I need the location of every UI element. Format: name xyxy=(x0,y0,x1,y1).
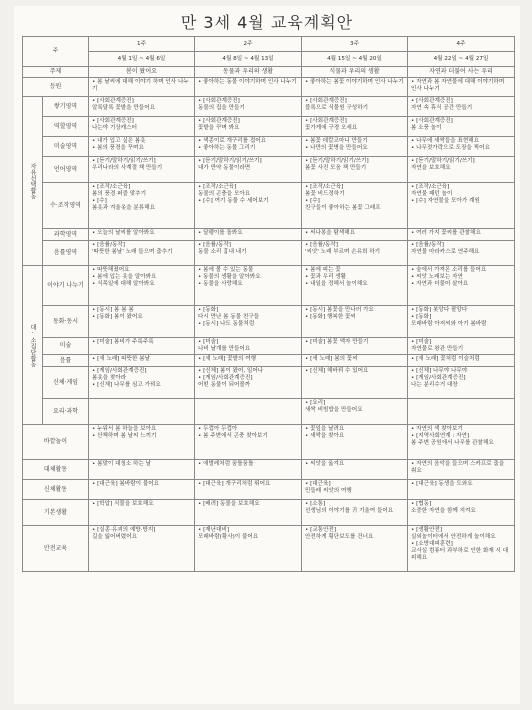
plan-cell: • [학압] 식물을 보호해요 xyxy=(89,500,195,526)
plan-cell: • [사회관계증진] 꽃가게에 구경 오세요 xyxy=(302,117,408,137)
plan-cell: • 봄 날씨에 대해 이야기 하며 인사 나누기 xyxy=(89,78,195,97)
week-1: 1주 xyxy=(89,37,195,52)
plan-cell: • [음률/동작] '따뜻한 봄날' 노래 들으며 춤추기 xyxy=(89,241,195,266)
plan-cell: • [음률/동작] 동물 소리 흉내 내기 xyxy=(195,241,302,266)
plan-cell: • [듣기/말하기/읽기/쓰기] 봄꽃 사진 모음 책 만들기 xyxy=(302,157,408,183)
row-label: 바깥놀이 xyxy=(23,425,89,460)
group-activities-group: 대·소집단활동 xyxy=(23,266,43,425)
plan-cell: • [미술] 자연물로 왕관 만들기 xyxy=(408,338,515,355)
plan-cell: • [조작/소근육] 봄꽃 비드정하기 • [수] 친구들이 좋아하는 봄꽃 그래프 xyxy=(302,183,408,229)
plan-cell: • 좋아하는 봄꽃 이야기하며 인사 나누기 xyxy=(302,78,408,97)
row-label: 미술 xyxy=(43,338,89,355)
row-label: 역할영역 xyxy=(43,117,89,137)
row-label: 기본생활 xyxy=(23,500,89,526)
plan-row xyxy=(23,425,515,460)
plan-cell: • 색종이로 개구리를 접어요 • 좋아하는 동물 그리기 xyxy=(195,137,302,157)
row-label: 음률 xyxy=(43,355,89,367)
plan-cell: • [신체] 해바꿔 수 있어요 xyxy=(302,367,408,399)
plan-cell xyxy=(195,399,302,425)
plan-row xyxy=(23,338,515,355)
plan-cell: • [대근육] 동생을 도와요 xyxy=(408,480,515,500)
plan-cell: • 자연의 색 찾아보기 • [지역사회연계 : 자연] 봄 주변 공원에서 나무를 관찰해요 xyxy=(408,425,515,460)
plan-cell xyxy=(89,399,195,425)
plan-cell: • [사회관계증진] 블록으로 식물원 구성하기 xyxy=(302,97,408,117)
row-label: 음률영역 xyxy=(43,241,89,266)
row-label: 이야기 나누기 xyxy=(43,266,89,306)
plan-cell: • [신체] 나무야 나무야 • [게임/사회관계증진] 나는 분리수거 대장 xyxy=(408,367,515,399)
plan-cell: • [교통안전] 안전하게 횡단보도를 건너요 xyxy=(302,526,408,572)
plan-cell: • [새 노래] 따뜻한 봄날 xyxy=(89,355,195,367)
plan-cell: • [동시] 봄 봄 봄 • [동화] 봄이 왔어요 xyxy=(89,306,195,338)
row-label: 요리·과학 xyxy=(43,399,89,425)
plan-cell: 봄이 왔어요 xyxy=(89,67,195,78)
plan-row xyxy=(23,183,515,229)
plan-sheet xyxy=(14,6,520,704)
free-play-group: 자유선택활동 xyxy=(23,97,43,266)
plan-cell: • 따뜻해졌어요 • 봄에 입는 옷을 알아봐요 • 식목일에 대해 알아봐요 xyxy=(89,266,195,306)
plan-cell: • 여러 가지 꽃씨를 관찰해요 xyxy=(408,229,515,241)
page-title: 만 3세 4월 교육계획안 xyxy=(180,13,354,32)
plan-cell: • 자연의 음악을 들으며 스카프로 춤을 춰요 xyxy=(408,460,515,480)
plan-cell: • 달팽이를 돌봐요 xyxy=(195,229,302,241)
plan-cell: • [생활안전] 실외놀이터에서 안전하게 놀이해요 • [소방대피훈련] 교사실 컴퓨터 과부하로 인한 화재 시 대피해요 xyxy=(408,526,515,572)
plan-cell: • [실종·유괴의 예방·방지] 길을 잃어버렸어요 xyxy=(89,526,195,572)
week-4: 4주 xyxy=(408,37,515,52)
plan-row xyxy=(23,137,515,157)
plan-table xyxy=(22,36,515,572)
row-label: 신체·게임 xyxy=(43,367,89,399)
plan-cell: • [듣기/말하기/읽기/쓰기] 우리나라의 사계절 책 만들기 xyxy=(89,157,195,183)
plan-row xyxy=(23,97,515,117)
plan-cell: • [동화] 봇앙다 팔앙다 • [동화] 모래바람 아저씨와 아기 봄바람 xyxy=(408,306,515,338)
plan-cell: • [음률/동작] '씨앗' 노래 부르며 손유희 하기 xyxy=(302,241,408,266)
plan-cell: • 봄에 볼 수 있는 동물 • 동물의 생활을 알아봐요 • 동물을 사랑해요 xyxy=(195,266,302,306)
plan-cell: • [사회관계증진] 꽃밭을 꾸며 봐요 xyxy=(195,117,302,137)
plan-cell: • 씨앗을 옮겨요 xyxy=(302,460,408,480)
row-label: 주제 xyxy=(23,67,89,78)
plan-cell: • [재난대비] 모래바람(황사)이 불어요 xyxy=(195,526,302,572)
plan-cell: • [요리] 새싹 비빔밥을 만들어요 xyxy=(302,399,408,425)
plan-row xyxy=(23,266,515,306)
plan-cell: 식물과 우리의 생활 xyxy=(302,67,408,78)
plan-cell: • [미술] 봄비가 주룩주룩 xyxy=(89,338,195,355)
week-3: 3주 xyxy=(302,37,408,52)
plan-cell: • 나무에 새싹들을 표현해요 • 나무젓가락으로 도장을 찍어요 xyxy=(408,137,515,157)
week-header: 주 xyxy=(23,37,89,67)
plan-row xyxy=(23,229,515,241)
plan-cell: • 두껍아 두껍아 • 봄 주변에서 곤충 찾아보기 xyxy=(195,425,302,460)
plan-cell: • [대근육] 봄바람이 불어요 xyxy=(89,480,195,500)
plan-cell: • 봄꽃 데칼코마니 만들기 • 나만의 꽃병을 만들어요 xyxy=(302,137,408,157)
plan-cell: • 오늘의 날씨를 알아봐요 xyxy=(89,229,195,241)
plan-row xyxy=(23,460,515,480)
row-label: 쌓기영역 xyxy=(43,97,89,117)
plan-cell: • [사회관계증진] 알록달록 꽃밭을 만들어요 xyxy=(89,97,195,117)
plan-cell: • 좋아하는 동물 이야기하며 인사 나누기 xyxy=(195,78,302,97)
row-label: 미술영역 xyxy=(43,137,89,157)
plan-cell: • [새 노래] 봄의 꽃씨 xyxy=(302,355,408,367)
plan-cell: • [사회관계증진] 봄 소풍 놀이 xyxy=(408,117,515,137)
plan-cell: 자연과 더불어 사는 우리 xyxy=(408,67,515,78)
plan-cell: • 꽃잎을 날려요 • 새싹을 찾아요 xyxy=(302,425,408,460)
plan-cell: • [동화] 다시 만난 봄 동물 친구들 • [동시] 나도 동물처럼 xyxy=(195,306,302,338)
week-2: 2주 xyxy=(195,37,302,52)
row-label: 신체활동 xyxy=(23,480,89,500)
plan-cell: • [음률/동작] 자연물 마라카스로 연주해요 xyxy=(408,241,515,266)
row-label: 수·조작영역 xyxy=(43,183,89,229)
plan-row xyxy=(23,157,515,183)
plan-row xyxy=(23,399,515,425)
plan-cell: • [대근육] 민들레 씨앗의 여행 xyxy=(302,480,408,500)
date-range-2: 4월 8일 ~ 4월 13일 xyxy=(195,52,302,67)
plan-cell: • 내가 입고 싶은 봄옷 • 봄의 풍경을 꾸며요 xyxy=(89,137,195,157)
plan-row xyxy=(23,367,515,399)
plan-cell: • [듣기/말하기/읽기/쓰기] 내가 만약 동물이라면 xyxy=(195,157,302,183)
plan-cell: • [게임/사회관계증진] 봄옷을 찾아라 • [신체] 나무를 심고 가꿔요 xyxy=(89,367,195,399)
plan-cell: • 숲에서 가져온 소리를 들어요 • 씨앗 노래보는 자연 • 자연과 더불어 살아요 xyxy=(408,266,515,306)
plan-cell: • [대근육] 개구리처럼 뛰어요 xyxy=(195,480,302,500)
plan-cell: • [미술] 나비 날개를 만들어요 xyxy=(195,338,302,355)
plan-cell: • [조작/소근육] 동물의 곤충을 모아요 • [수] 여기 동물 수 세어보기 xyxy=(195,183,302,229)
plan-row xyxy=(23,67,515,78)
plan-cell: 동물과 우리의 생활 xyxy=(195,67,302,78)
plan-row xyxy=(23,480,515,500)
row-label: 대체활동 xyxy=(23,460,89,480)
row-label: 과학영역 xyxy=(43,229,89,241)
plan-row xyxy=(23,306,515,338)
date-range-3: 4월 15일 ~ 4월 20일 xyxy=(302,52,408,67)
plan-row xyxy=(23,78,515,97)
date-range-4: 4월 22일 ~ 4월 27일 xyxy=(408,52,515,67)
plan-cell: • 봄에 피는 꽃 • 꽃과 우리 생활 • 내일을 정해서 놀이해요 xyxy=(302,266,408,306)
plan-cell: • [협동] 소중한 자연을 함께 지켜요 xyxy=(408,500,515,526)
plan-row xyxy=(23,355,515,367)
plan-cell: • [미술] 봄꽃 액자 만들기 xyxy=(302,338,408,355)
plan-cell: • [신체] 봄이 왔어, 일어나 • [게임/사회관계증진] 어떤 동물이 되어볼까 xyxy=(195,367,302,399)
plan-cell: • [조작/소근육] 자연물 패턴 놀이 • [수] 자연물을 모아가 계원 xyxy=(408,183,515,229)
plan-cell: • [듣기/말하기/읽기/쓰기] 자연을 보호해요 xyxy=(408,157,515,183)
plan-row xyxy=(23,241,515,266)
plan-row xyxy=(23,500,515,526)
plan-cell: • 누워서 봄 하늘을 보아요 • 산책하며 봄 날씨 느끼기 xyxy=(89,425,195,460)
plan-cell xyxy=(408,399,515,425)
plan-cell: • 애벌레처럼 꿈틀꿈틀 xyxy=(195,460,302,480)
plan-cell: • [동시] 봄꽃을 만나러 가요 • [동화] 행복한 꽃씨 xyxy=(302,306,408,338)
plan-cell: • 자연과 봄 자연물에 대해 이야기하며 인사 나누기 xyxy=(408,78,515,97)
plan-cell: • 씨나봉을 탐색해요 xyxy=(302,229,408,241)
plan-row xyxy=(23,526,515,572)
plan-cell: • [소통] 선생님의 이야기를 귀 기울여 들어요 xyxy=(302,500,408,526)
plan-cell: • [사회관계증진] 나는야 기상캐스터 xyxy=(89,117,195,137)
plan-row xyxy=(23,117,515,137)
plan-cell: • [사회관계증진] 자연 속 휴식 공간 만들기 xyxy=(408,97,515,117)
row-label: 동화·동시 xyxy=(43,306,89,338)
row-label: 등원 xyxy=(23,78,89,97)
plan-cell: • [조작/소근육] 봄의 풍경 퍼즐 맞추기 • [수] 봄옷과 겨울옷을 분류해요 xyxy=(89,183,195,229)
row-label: 안전교육 xyxy=(23,526,89,572)
date-range-1: 4월 1일 ~ 4월 6일 xyxy=(89,52,195,67)
row-label: 언어영역 xyxy=(43,157,89,183)
plan-cell: • [배려] 동물을 보호해요 xyxy=(195,500,302,526)
plan-cell: • [새 노래] 꽃밭의 여행 xyxy=(195,355,302,367)
plan-cell: • 봄맞이 대청소 하는 날 xyxy=(89,460,195,480)
plan-cell: • [사회관계증진] 동물의 집을 만들기 xyxy=(195,97,302,117)
plan-cell: • [새 노래] 꽃처럼 이슬처럼 xyxy=(408,355,515,367)
